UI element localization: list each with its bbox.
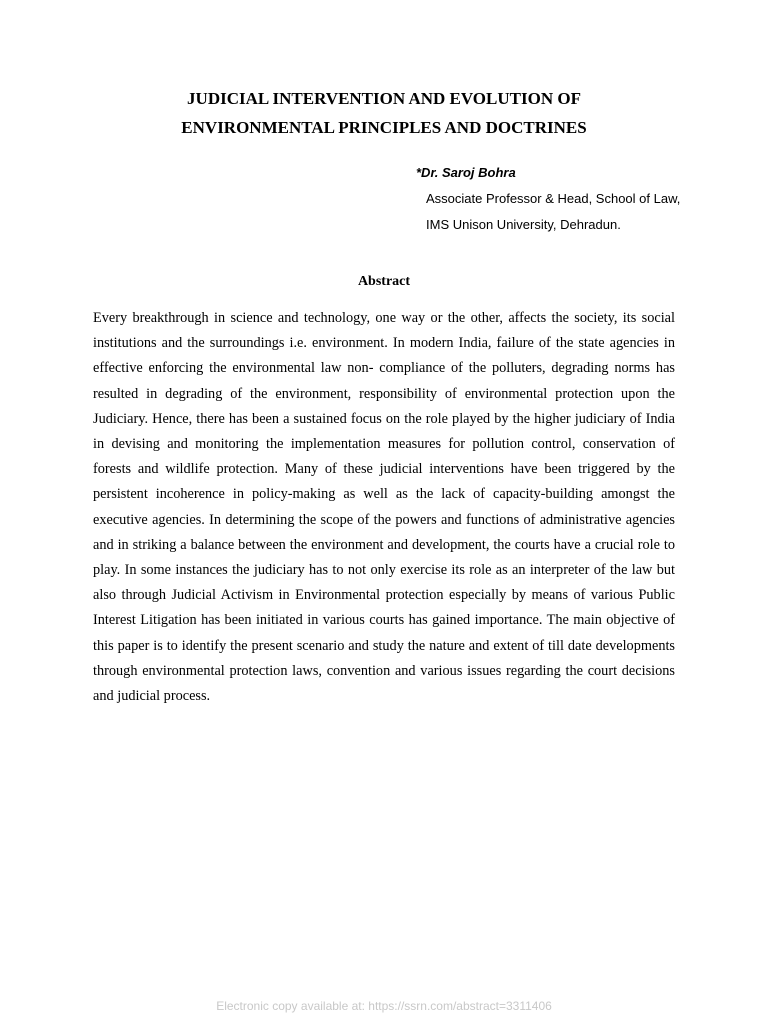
author-name: *Dr. Saroj Bohra [416, 165, 516, 180]
author-block [416, 160, 680, 238]
paper-title [0, 84, 768, 142]
author-affiliation-line-1: Associate Professor & Head, School of Law, [426, 191, 681, 206]
abstract-heading: Abstract [357, 274, 411, 289]
paper-title-line-2: ENVIRONMENTAL PRINCIPLES AND DOCTRINES [181, 118, 587, 137]
author-affiliation-line-2: IMS Unison University, Dehradun. [426, 217, 621, 232]
ssrn-footer-link[interactable]: Electronic copy available at: https://ssrn.com/abstract=3311406 [216, 999, 552, 1013]
abstract-body: Every breakthrough in science and technology, one way or the other, affects the society, its social institutions and the surroundings i.e. environment. In modern India, failure of the state agencies in effective enforcing the environmental law non- compliance of the polluters, degrading norms has resulted in degrading of the environment, responsibility of environmental protection upon the Judiciary. Hence, there has been a sustained focus on the role played by the higher judiciary of India in devising and monitoring the implementation measures for pollution control, conservation of forests and wildlife protection. Many of these judicial interventions have been triggered by the persistent incoherence in policy-making as well as the lack of capacity-building amongst the executive agencies. In determining the scope of the powers and functions of administrative agencies and in striking a balance between the environment and development, the courts have a crucial role to play. In some instances the judiciary has to not only exercise its role as an interpreter of the law but also through Judicial Activism in Environmental protection especially by means of various Public Interest Litigation has been initiated in various courts has gained importance. The main objective of this paper is to identify the present scenario and study the nature and extent of till date developments through environmental protection laws, convention and various issues regarding the court decisions and judicial process. [93, 310, 675, 705]
paper-title-line-1: JUDICIAL INTERVENTION AND EVOLUTION OF [187, 89, 581, 108]
